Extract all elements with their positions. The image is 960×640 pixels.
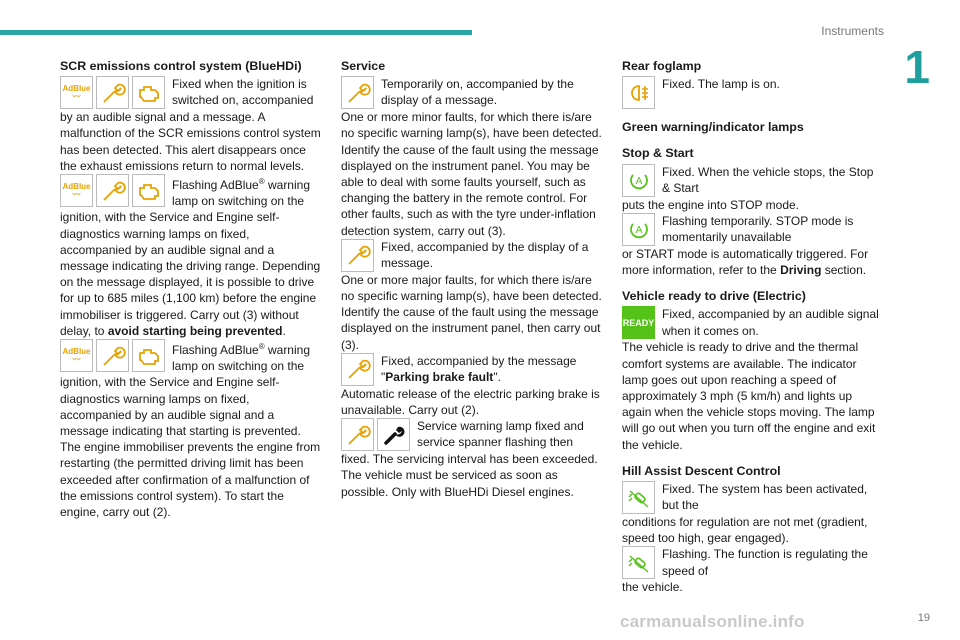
scr-entry-2-text: Flashing AdBlue® warning lamp on switching on the xyxy=(172,177,310,209)
stop-start-para-2: or START mode is automatically triggered. For more information, refer to the Driving section. xyxy=(622,246,869,278)
ready-entry xyxy=(622,306,882,339)
header-accent-bar xyxy=(0,30,472,35)
foglamp-entry-text: Fixed. The lamp is on. xyxy=(662,77,780,92)
service-entry-2 xyxy=(341,239,606,272)
hill-para-2: the vehicle. xyxy=(622,580,683,595)
heading-rear-foglamp: Rear foglamp xyxy=(622,59,702,73)
engine-icon xyxy=(132,174,165,207)
hill-descent-icon xyxy=(622,481,655,514)
scr-para-1: by an audible signal and a message. A malfunction of the SCR emissions control system has been detected. This alert disappears once the exhaust emissions return to normal levels. xyxy=(60,110,321,173)
service-para-2: One or more major faults, for which there is/are no specific warning lamp(s), have been detected. Identify the cause of the fault using the message displayed on the instrument panel, then carry out (3). xyxy=(341,272,602,352)
watermark: carmanualsonline.info xyxy=(620,612,805,631)
rear-foglamp-icon xyxy=(622,76,655,109)
scr-entry-1-text: Fixed when the ignition is switched on, accompanied xyxy=(172,77,314,108)
stop-start-para-1: puts the engine into STOP mode. xyxy=(622,197,800,212)
service-spanner-icon xyxy=(96,339,129,372)
service-spanner-icon xyxy=(341,353,374,386)
heading-scr: SCR emissions control system (BlueHDi) xyxy=(60,59,302,73)
scr-entry-2 xyxy=(60,174,322,209)
service-entry-4-text: Service warning lamp fixed and service spanner flashing then xyxy=(417,419,584,450)
heading-hill-descent: Hill Assist Descent Control xyxy=(622,463,781,478)
service-entry-3 xyxy=(341,353,606,386)
hill-entry-2 xyxy=(622,546,882,579)
hill-para-1: conditions for regulation are not met (gradient, speed too high, gear engaged). xyxy=(622,515,868,546)
ready-icon: READY xyxy=(622,306,655,339)
service-spanner-icon xyxy=(341,76,374,109)
service-para-1: One or more minor faults, for which there is/are no specific warning lamp(s), have been detected. Identify the cause of the fault using the message displayed on the instrument panel. You may be able to deal with some faults yourself, such as changing the battery in the remote control. For other faults, such as with the tyre under-inflation detection system, carry out (3). xyxy=(341,110,602,238)
scr-entry-3-text: Flashing AdBlue® warning lamp on switching on the xyxy=(172,342,310,374)
service-para-4: fixed. The servicing interval has been exceeded. The vehicle must be serviced as soon as possible. Only with BlueHDi Diesel engines. xyxy=(341,452,598,499)
service-entry-1 xyxy=(341,76,606,109)
ready-para: The vehicle is ready to drive and the thermal comfort systems are available. The indicator lamp goes out upon reaching a speed of approximately 3 mph (5 km/h) and lights up again when the vehicle stops moving. The lamp will go out when you turn off the engine and exit the vehicle. xyxy=(622,340,876,452)
stop-start-icon xyxy=(622,164,655,197)
service-entry-1-text: Temporarily on, accompanied by the display of a message. xyxy=(381,77,574,108)
spanner-icon xyxy=(377,418,410,451)
service-para-3: Automatic release of the electric parking brake is unavailable. Carry out (2). xyxy=(341,386,600,418)
column-lamps xyxy=(622,58,882,596)
ready-entry-text: Fixed, accompanied by an audible signal when it comes on. xyxy=(662,307,879,338)
foglamp-entry xyxy=(622,76,882,109)
service-spanner-icon xyxy=(341,418,374,451)
stop-start-entry-1 xyxy=(622,164,882,197)
service-entry-4 xyxy=(341,418,606,451)
svg-text:A: A xyxy=(635,225,642,237)
hill-descent-icon xyxy=(622,546,655,579)
page-number: 19 xyxy=(917,612,930,624)
heading-vehicle-ready: Vehicle ready to drive (Electric) xyxy=(622,289,806,304)
engine-icon xyxy=(132,76,165,109)
service-entry-3-text: Fixed, accompanied by the message "Parking brake fault". xyxy=(381,353,577,385)
heading-service: Service xyxy=(341,59,386,73)
hill-entry-1 xyxy=(622,481,882,514)
service-spanner-icon xyxy=(341,239,374,272)
scr-entry-1 xyxy=(60,76,322,109)
column-service xyxy=(341,58,606,500)
svg-text:A: A xyxy=(635,176,642,188)
scr-entry-3 xyxy=(60,339,322,374)
engine-icon xyxy=(132,339,165,372)
heading-green-lamps: Green warning/indicator lamps xyxy=(622,120,804,135)
stop-start-entry-2 xyxy=(622,213,882,246)
hill-entry-2-text: Flashing. The function is regulating the speed of xyxy=(662,547,868,578)
service-spanner-icon xyxy=(96,174,129,207)
adblue-icon: AdBlue 〰 xyxy=(60,76,93,109)
scr-para-3: ignition, with the Service and Engine self-diagnostics warning lamps on fixed, accompanied by an audible signal and a message indicating that starting is prevented. The engine immobiliser prevents the engine from restarting (the permitted driving limit has been exceeded after confirmation of a malfunction of the emissions control system). To start the engine, carry out (2). xyxy=(60,375,321,520)
adblue-icon: AdBlue 〰 xyxy=(60,339,93,372)
column-scr xyxy=(60,58,322,520)
stop-start-entry-2-text: Flashing temporarily. STOP mode is momentarily unavailable xyxy=(662,213,854,245)
service-spanner-icon xyxy=(96,76,129,109)
adblue-icon: AdBlue 〰 xyxy=(60,174,93,207)
chapter-number: 1 xyxy=(904,41,930,93)
service-entry-2-text: Fixed, accompanied by the display of a message. xyxy=(381,239,589,271)
stop-start-icon xyxy=(622,213,655,246)
stop-start-entry-1-text: Fixed. When the vehicle stops, the Stop & Start xyxy=(662,164,874,195)
scr-para-2: ignition, with the Service and Engine self-diagnostics warning lamps on fixed, accompanied by an audible signal and a message indicating the driving range. Depending on the message displayed, it is possible to drive for up to 685 miles (1,100 km) before the engine immobiliser is triggered. Carry out (3) without delay, to avoid starting being prevented. xyxy=(60,210,321,338)
section-title: Instruments xyxy=(821,24,884,38)
heading-stop-start: Stop & Start xyxy=(622,146,694,161)
hill-entry-1-text: Fixed. The system has been activated, but the xyxy=(662,482,868,513)
